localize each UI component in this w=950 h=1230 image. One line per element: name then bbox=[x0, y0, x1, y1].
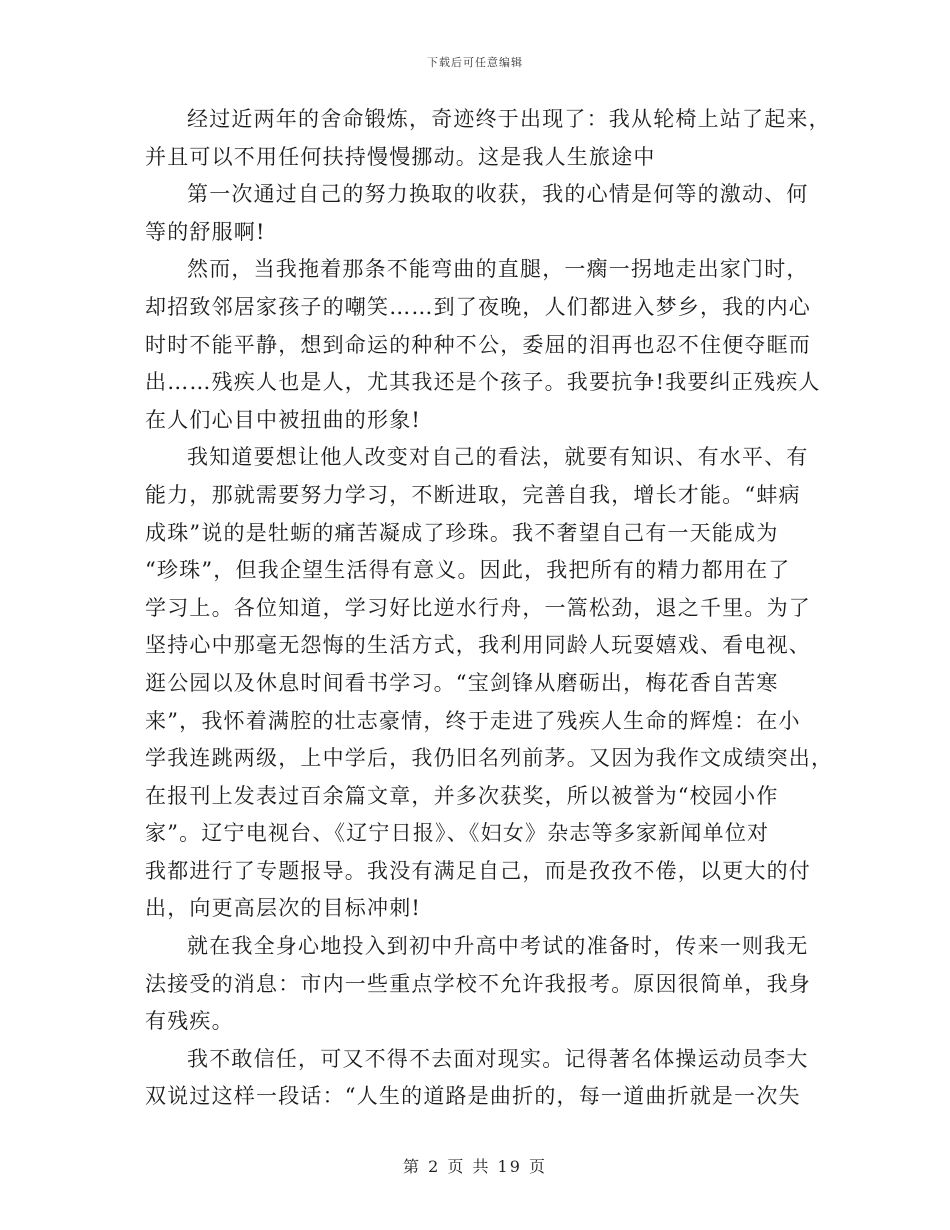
text-line: 并且可以不用任何扶持慢慢挪动。这是我人生旅途中 bbox=[145, 144, 656, 169]
document-body bbox=[145, 107, 834, 1122]
text-line: 经过近两年的舍命锻炼，奇迹终于出现了：我从轮椅上站了起来， bbox=[187, 107, 831, 131]
text-line: 却招致邻居家孩子的嘲笑……到了夜晚，人们都进入梦乡，我的内心 bbox=[145, 294, 811, 319]
text-line: 有残疾。 bbox=[145, 1009, 234, 1034]
text-line: 成珠”说的是牡蛎的痛苦凝成了珍珠。我不奢望自己有一天能成为 bbox=[145, 520, 779, 545]
text-line: 家”。辽宁电视台、《辽宁日报》、《妇女》杂志等多家新闻单位对 bbox=[145, 821, 770, 846]
text-line: 学我连跳两级，上中学后，我仍旧名列前茅。又因为我作文成绩突出， bbox=[145, 746, 834, 771]
text-line: 我知道要想让他人改变对自己的看法，就要有知识、有水平、有 bbox=[187, 445, 809, 470]
text-line: 法接受的消息：市内一些重点学校不允许我报考。原因很简单，我身 bbox=[145, 971, 811, 996]
text-line: 然而，当我拖着那条不能弯曲的直腿，一瘸一拐地走出家门时， bbox=[187, 257, 809, 282]
text-line: 双说过这样一段话：“人生的道路是曲折的，每一道曲折就是一次失 bbox=[145, 1084, 801, 1109]
text-line: 坚持心中那毫无怨悔的生活方式，我利用同龄人玩耍嬉戏、看电视、 bbox=[145, 633, 811, 658]
text-line: 出……残疾人也是人，尤其我还是个孩子。我要抗争!我要纠正残疾人 bbox=[145, 370, 821, 395]
text-line: 学习上。各位知道，学习好比逆水行舟，一篙松劲，退之千里。为了 bbox=[145, 595, 811, 620]
text-line: 就在我全身心地投入到初中升高中考试的准备时，传来一则我无 bbox=[187, 934, 809, 959]
page-header: 下载后可任意编辑 bbox=[427, 56, 523, 69]
text-line: 来”，我怀着满腔的壮志豪情，终于走进了残疾人生命的辉煌：在小 bbox=[145, 708, 801, 733]
text-line: 逛公园以及休息时间看书学习。“宝剑锋从磨砺出，梅花香自苦寒 bbox=[145, 670, 779, 695]
text-line: 能力，那就需要努力学习，不断进取，完善自我，增长才能。“蚌病 bbox=[145, 482, 801, 507]
text-line: 第一次通过自己的努力换取的收获，我的心情是何等的激动、何 bbox=[187, 182, 809, 207]
text-line: 出，向更高层次的目标冲刺! bbox=[145, 896, 422, 921]
text-line: 等的舒服啊! bbox=[145, 219, 266, 244]
text-line: 我都进行了专题报导。我没有满足自己，而是孜孜不倦，以更大的付 bbox=[145, 858, 811, 883]
text-line: 在人们心目中被扭曲的形象! bbox=[145, 407, 422, 432]
page-number-footer: 第 2 页 共 19 页 bbox=[403, 1157, 547, 1176]
text-line: 时时不能平静，想到命运的种种不公，委屈的泪再也忍不住便夺眶而 bbox=[145, 332, 811, 357]
text-line: 在报刊上发表过百余篇文章，并多次获奖，所以被誉为“校园小作 bbox=[145, 783, 779, 808]
text-line: 我不敢信任，可又不得不去面对现实。记得著名体操运动员李大 bbox=[187, 1046, 809, 1071]
text-line: “珍珠”，但我企望生活得有意义。因此，我把所有的精力都用在了 bbox=[145, 558, 791, 583]
